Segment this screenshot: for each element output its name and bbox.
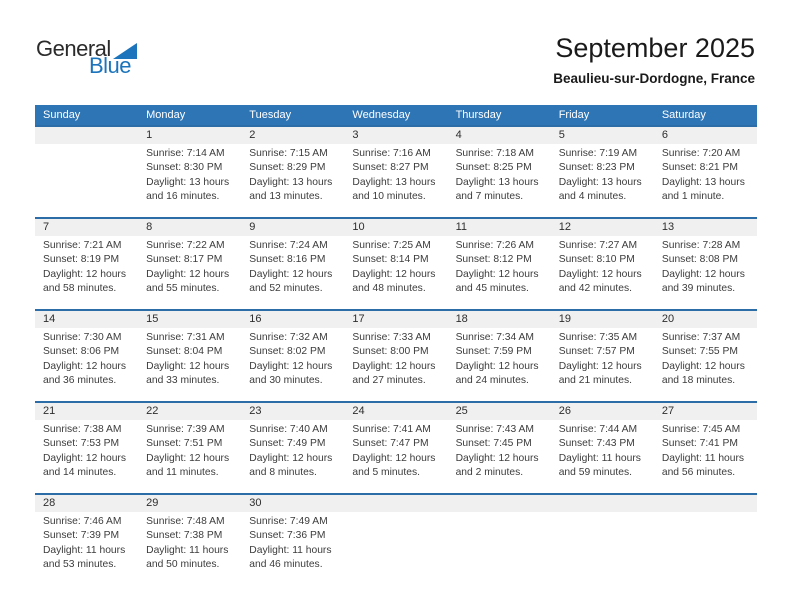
day-number: 26 — [551, 403, 654, 420]
sunrise-text: Sunrise: 7:39 AM — [146, 424, 225, 435]
sunrise-text: Sunrise: 7:38 AM — [43, 424, 122, 435]
sunset-text: Sunset: 7:57 PM — [558, 346, 635, 358]
sunset-text: Sunset: 8:00 PM — [352, 346, 429, 358]
day-number — [35, 127, 138, 144]
logo-general-text: General — [36, 36, 111, 61]
day-info — [241, 512, 344, 573]
daylight-text: Daylight: 13 hours and 16 minutes. — [146, 176, 230, 203]
sunrise-text: Sunrise: 7:28 AM — [661, 240, 741, 251]
weekday-header-thursday: Thursday — [455, 109, 502, 121]
weekday-header-row — [35, 105, 757, 125]
sunset-text: Sunset: 8:23 PM — [558, 162, 635, 174]
daylight-text: Daylight: 12 hours and 24 minutes. — [455, 360, 539, 387]
daylight-text: Daylight: 13 hours and 10 minutes. — [352, 176, 436, 203]
day-cell — [35, 495, 138, 585]
day-info — [35, 144, 138, 147]
daylight-text: Daylight: 12 hours and 55 minutes. — [146, 268, 230, 295]
day-number: 2 — [241, 127, 344, 144]
day-info — [551, 144, 654, 205]
daylight-text: Daylight: 11 hours and 59 minutes. — [558, 452, 641, 479]
daylight-text: Daylight: 12 hours and 45 minutes. — [455, 268, 539, 295]
daylight-text: Daylight: 12 hours and 21 minutes. — [558, 360, 642, 387]
day-number: 10 — [344, 219, 447, 236]
day-info — [35, 512, 138, 573]
sunset-text: Sunset: 7:49 PM — [249, 438, 326, 450]
sunset-text: Sunset: 8:27 PM — [352, 162, 429, 174]
calendar-table — [35, 105, 757, 585]
daylight-text: Daylight: 12 hours and 11 minutes. — [146, 452, 230, 479]
day-cell — [138, 219, 241, 309]
day-info — [138, 328, 241, 389]
calendar-grid — [35, 125, 757, 585]
sunset-text: Sunset: 8:12 PM — [455, 254, 532, 266]
sunset-text: Sunset: 7:55 PM — [661, 346, 738, 358]
day-number: 4 — [448, 127, 551, 144]
week-row — [35, 309, 757, 401]
day-number: 24 — [344, 403, 447, 420]
day-info — [241, 144, 344, 205]
day-info — [448, 144, 551, 205]
day-cell — [344, 495, 447, 585]
sunset-text: Sunset: 7:51 PM — [146, 438, 223, 450]
daylight-text: Daylight: 12 hours and 33 minutes. — [146, 360, 230, 387]
sunrise-text: Sunrise: 7:25 AM — [352, 240, 431, 251]
day-number: 6 — [654, 127, 757, 144]
day-number: 1 — [138, 127, 241, 144]
day-number: 18 — [448, 311, 551, 328]
day-number: 21 — [35, 403, 138, 420]
sunset-text: Sunset: 8:25 PM — [455, 162, 532, 174]
day-info — [138, 236, 241, 297]
sunrise-text: Sunrise: 7:31 AM — [146, 332, 225, 343]
day-number: 12 — [551, 219, 654, 236]
sunset-text: Sunset: 8:08 PM — [661, 254, 738, 266]
sunrise-text: Sunrise: 7:44 AM — [558, 424, 638, 435]
day-cell — [448, 495, 551, 585]
day-number — [344, 495, 447, 512]
sunrise-text: Sunrise: 7:41 AM — [352, 424, 431, 435]
day-number: 23 — [241, 403, 344, 420]
daylight-text: Daylight: 13 hours and 1 minute. — [661, 176, 745, 203]
day-number: 22 — [138, 403, 241, 420]
daylight-text: Daylight: 12 hours and 52 minutes. — [249, 268, 333, 295]
sunset-text: Sunset: 8:06 PM — [43, 346, 120, 358]
location-subtitle: Beaulieu-sur-Dordogne, France — [553, 71, 755, 87]
day-info — [138, 420, 241, 481]
day-info — [35, 236, 138, 297]
daylight-text: Daylight: 13 hours and 7 minutes. — [455, 176, 539, 203]
day-number: 11 — [448, 219, 551, 236]
sunset-text: Sunset: 8:10 PM — [558, 254, 635, 266]
daylight-text: Daylight: 11 hours and 46 minutes. — [249, 544, 332, 571]
sunset-text: Sunset: 8:04 PM — [146, 346, 223, 358]
day-number: 16 — [241, 311, 344, 328]
day-cell — [654, 219, 757, 309]
day-cell — [654, 127, 757, 217]
daylight-text: Daylight: 12 hours and 30 minutes. — [249, 360, 333, 387]
sunset-text: Sunset: 8:16 PM — [249, 254, 326, 266]
day-info — [241, 328, 344, 389]
sunset-text: Sunset: 8:02 PM — [249, 346, 326, 358]
day-info — [654, 236, 757, 297]
week-row — [35, 401, 757, 493]
sunset-text: Sunset: 7:47 PM — [352, 438, 429, 450]
daylight-text: Daylight: 13 hours and 13 minutes. — [249, 176, 333, 203]
day-cell — [448, 127, 551, 217]
sunrise-text: Sunrise: 7:33 AM — [352, 332, 431, 343]
day-cell — [35, 127, 138, 217]
weekday-header-saturday: Saturday — [661, 109, 706, 121]
day-info — [241, 236, 344, 297]
daylight-text: Daylight: 12 hours and 27 minutes. — [352, 360, 436, 387]
day-number: 3 — [344, 127, 447, 144]
sunrise-text: Sunrise: 7:34 AM — [455, 332, 534, 343]
day-number: 15 — [138, 311, 241, 328]
day-cell — [448, 311, 551, 401]
daylight-text: Daylight: 12 hours and 2 minutes. — [455, 452, 539, 479]
weekday-header-tuesday: Tuesday — [249, 109, 292, 121]
day-number: 25 — [448, 403, 551, 420]
sunrise-text: Sunrise: 7:20 AM — [661, 148, 741, 159]
sunset-text: Sunset: 8:30 PM — [146, 162, 223, 174]
day-number: 8 — [138, 219, 241, 236]
sunrise-text: Sunrise: 7:43 AM — [455, 424, 534, 435]
day-number: 29 — [138, 495, 241, 512]
day-cell — [551, 495, 654, 585]
header-titles — [553, 33, 755, 86]
day-cell — [35, 219, 138, 309]
sunrise-text: Sunrise: 7:22 AM — [146, 240, 225, 251]
day-info — [654, 420, 757, 481]
sunrise-text: Sunrise: 7:18 AM — [455, 148, 534, 159]
sunset-text: Sunset: 7:38 PM — [146, 530, 223, 542]
week-row — [35, 217, 757, 309]
day-cell — [241, 219, 344, 309]
day-cell — [241, 403, 344, 493]
day-info — [448, 236, 551, 297]
day-number: 7 — [35, 219, 138, 236]
day-info — [654, 512, 757, 515]
daylight-text: Daylight: 12 hours and 58 minutes. — [43, 268, 126, 295]
day-info — [654, 144, 757, 205]
day-cell — [35, 403, 138, 493]
weekday-header-sunday: Sunday — [43, 109, 81, 121]
day-number — [551, 495, 654, 512]
sunrise-text: Sunrise: 7:15 AM — [249, 148, 328, 159]
day-info — [35, 328, 138, 389]
sunrise-text: Sunrise: 7:49 AM — [249, 516, 328, 527]
sunset-text: Sunset: 8:19 PM — [43, 254, 120, 266]
daylight-text: Daylight: 12 hours and 48 minutes. — [352, 268, 436, 295]
sunrise-text: Sunrise: 7:46 AM — [43, 516, 122, 527]
sunset-text: Sunset: 8:17 PM — [146, 254, 223, 266]
day-info — [448, 512, 551, 515]
sunrise-text: Sunrise: 7:30 AM — [43, 332, 122, 343]
day-cell — [241, 127, 344, 217]
sunset-text: Sunset: 8:29 PM — [249, 162, 326, 174]
day-number: 27 — [654, 403, 757, 420]
sunset-text: Sunset: 7:41 PM — [661, 438, 738, 450]
day-info — [241, 420, 344, 481]
sunrise-text: Sunrise: 7:40 AM — [249, 424, 328, 435]
day-info — [35, 420, 138, 481]
day-info — [344, 236, 447, 297]
day-info — [551, 420, 654, 481]
day-cell — [448, 403, 551, 493]
sunset-text: Sunset: 8:14 PM — [352, 254, 429, 266]
day-number: 9 — [241, 219, 344, 236]
sunset-text: Sunset: 7:43 PM — [558, 438, 635, 450]
day-number: 28 — [35, 495, 138, 512]
sunset-text: Sunset: 7:39 PM — [43, 530, 120, 542]
day-cell — [344, 127, 447, 217]
sunrise-text: Sunrise: 7:16 AM — [352, 148, 431, 159]
day-info — [344, 144, 447, 205]
daylight-text: Daylight: 12 hours and 5 minutes. — [352, 452, 436, 479]
day-info — [344, 420, 447, 481]
sunrise-text: Sunrise: 7:32 AM — [249, 332, 328, 343]
day-info — [138, 512, 241, 573]
day-cell — [654, 495, 757, 585]
day-cell — [344, 311, 447, 401]
sunrise-text: Sunrise: 7:24 AM — [249, 240, 328, 251]
day-cell — [551, 219, 654, 309]
sunset-text: Sunset: 7:45 PM — [455, 438, 532, 450]
day-info — [551, 512, 654, 515]
day-number: 17 — [344, 311, 447, 328]
day-number: 19 — [551, 311, 654, 328]
sunset-text: Sunset: 7:36 PM — [249, 530, 326, 542]
day-cell — [241, 495, 344, 585]
day-info — [551, 328, 654, 389]
day-cell — [344, 219, 447, 309]
sunrise-text: Sunrise: 7:26 AM — [455, 240, 534, 251]
day-info — [551, 236, 654, 297]
day-cell — [654, 311, 757, 401]
day-cell — [138, 403, 241, 493]
day-cell — [138, 495, 241, 585]
sunrise-text: Sunrise: 7:27 AM — [558, 240, 638, 251]
day-info — [448, 420, 551, 481]
daylight-text: Daylight: 12 hours and 8 minutes. — [249, 452, 333, 479]
day-info — [654, 328, 757, 389]
day-number: 13 — [654, 219, 757, 236]
sunset-text: Sunset: 7:59 PM — [455, 346, 532, 358]
day-number: 30 — [241, 495, 344, 512]
daylight-text: Daylight: 12 hours and 36 minutes. — [43, 360, 126, 387]
day-number: 20 — [654, 311, 757, 328]
sunrise-text: Sunrise: 7:19 AM — [558, 148, 638, 159]
sunrise-text: Sunrise: 7:45 AM — [661, 424, 741, 435]
day-info — [138, 144, 241, 205]
day-cell — [138, 311, 241, 401]
general-blue-logo — [36, 38, 137, 77]
daylight-text: Daylight: 11 hours and 50 minutes. — [146, 544, 229, 571]
day-cell — [241, 311, 344, 401]
weekday-header-monday: Monday — [146, 109, 186, 121]
daylight-text: Daylight: 12 hours and 14 minutes. — [43, 452, 126, 479]
day-number: 14 — [35, 311, 138, 328]
daylight-text: Daylight: 11 hours and 56 minutes. — [661, 452, 745, 479]
day-cell — [344, 403, 447, 493]
weekday-header-wednesday: Wednesday — [352, 109, 411, 121]
daylight-text: Daylight: 12 hours and 18 minutes. — [661, 360, 745, 387]
sunrise-text: Sunrise: 7:48 AM — [146, 516, 225, 527]
daylight-text: Daylight: 12 hours and 42 minutes. — [558, 268, 642, 295]
day-number — [654, 495, 757, 512]
day-cell — [654, 403, 757, 493]
daylight-text: Daylight: 11 hours and 53 minutes. — [43, 544, 126, 571]
day-cell — [35, 311, 138, 401]
day-info — [344, 328, 447, 389]
week-row — [35, 125, 757, 217]
day-info — [344, 512, 447, 515]
day-number: 5 — [551, 127, 654, 144]
weekday-header-friday: Friday — [558, 109, 590, 121]
sunrise-text: Sunrise: 7:35 AM — [558, 332, 638, 343]
logo-blue-text: Blue — [89, 53, 132, 78]
day-cell — [551, 403, 654, 493]
day-cell — [448, 219, 551, 309]
daylight-text: Daylight: 12 hours and 39 minutes. — [661, 268, 745, 295]
day-number — [448, 495, 551, 512]
week-row — [35, 493, 757, 585]
day-cell — [138, 127, 241, 217]
page-title: September 2025 — [555, 33, 755, 63]
sunset-text: Sunset: 8:21 PM — [661, 162, 738, 174]
day-cell — [551, 311, 654, 401]
daylight-text: Daylight: 13 hours and 4 minutes. — [558, 176, 642, 203]
sunset-text: Sunset: 7:53 PM — [43, 438, 120, 450]
sunrise-text: Sunrise: 7:21 AM — [43, 240, 122, 251]
day-info — [448, 328, 551, 389]
day-cell — [551, 127, 654, 217]
sunrise-text: Sunrise: 7:14 AM — [146, 148, 225, 159]
sunrise-text: Sunrise: 7:37 AM — [661, 332, 741, 343]
